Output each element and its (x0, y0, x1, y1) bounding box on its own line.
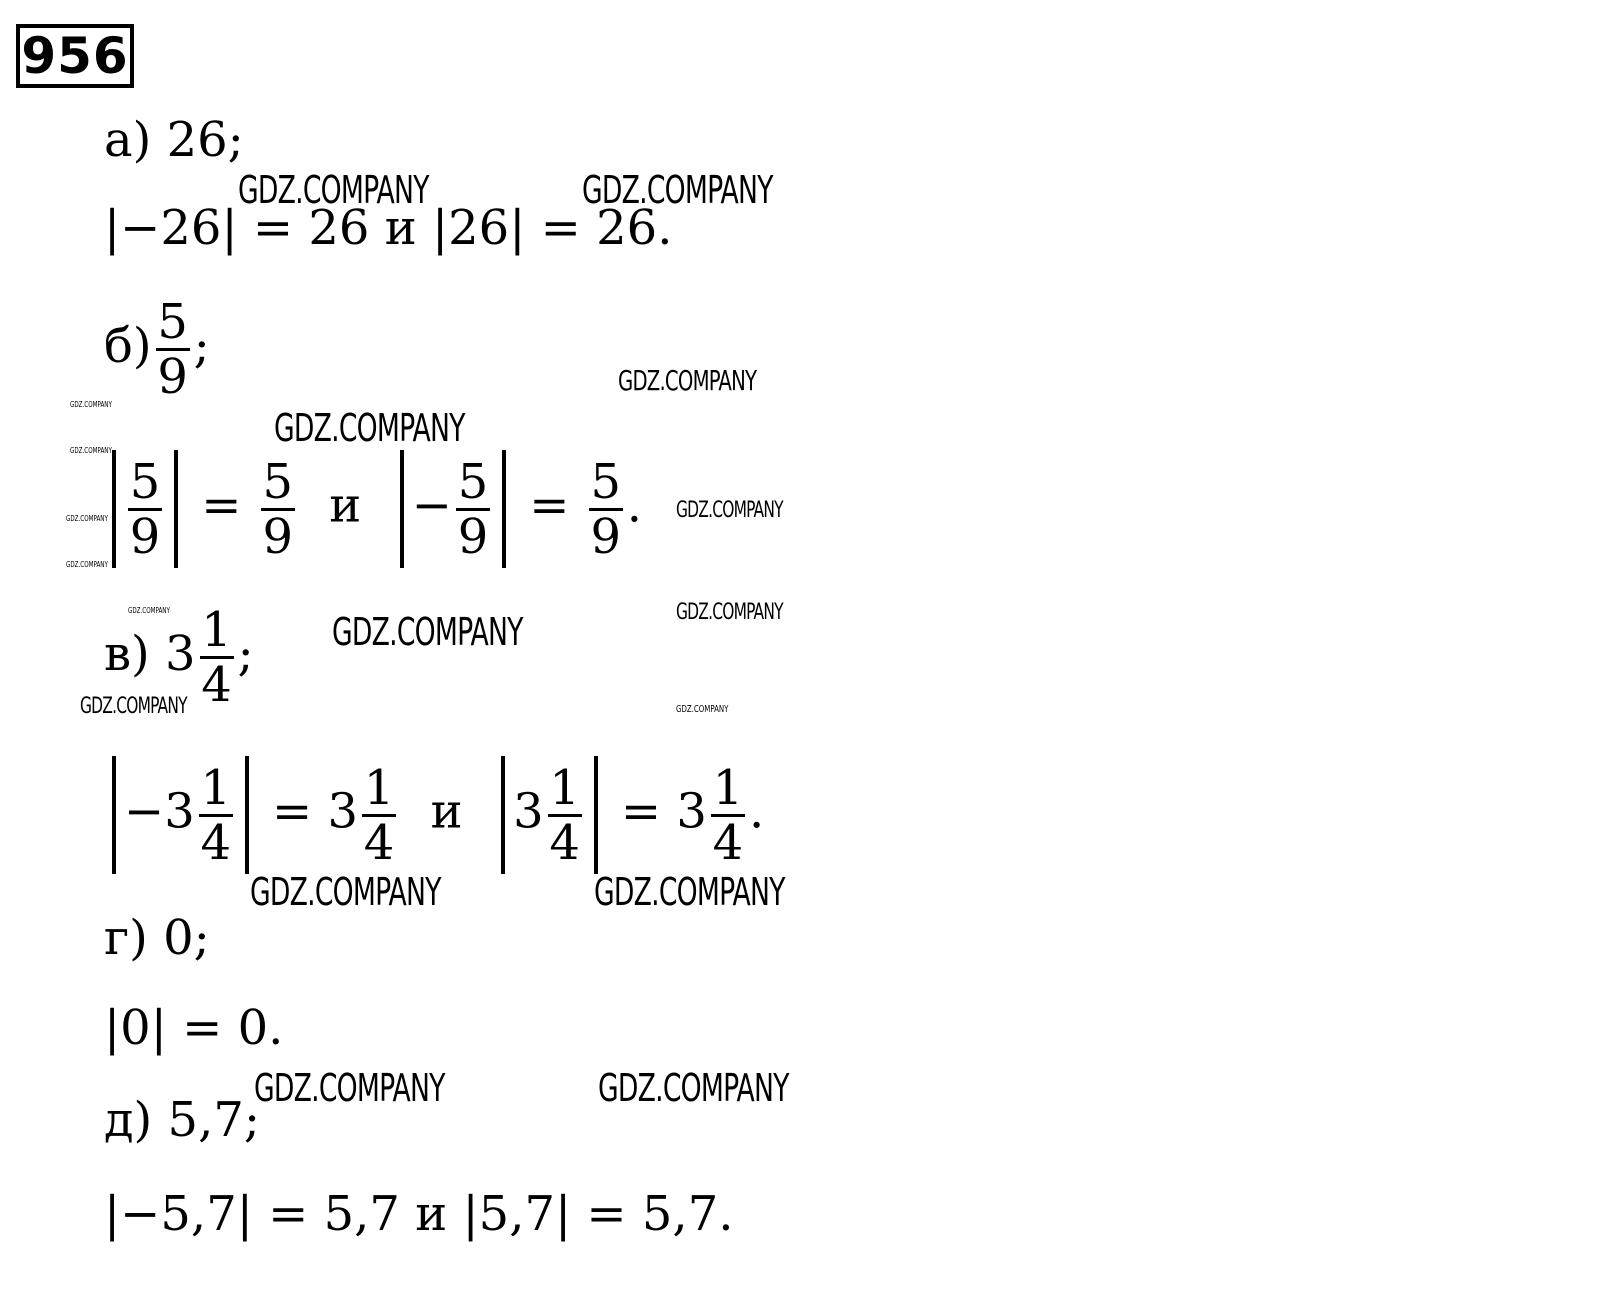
conjunction: и (329, 477, 362, 534)
item-b-equation (104, 450, 642, 568)
watermark: GDZ.COMPANY (70, 446, 112, 455)
fraction-denominator: 9 (590, 508, 622, 565)
fraction-numerator: 1 (549, 759, 580, 816)
whole-part: 3 (513, 783, 544, 840)
fraction-denominator: 4 (200, 814, 232, 871)
item-d-equation: |−5,7| = 5,7 и |5,7| = 5,7. (104, 1186, 734, 1242)
equals-sign: = (529, 477, 570, 534)
item-a-equation: |−26| = 26 и |26| = 26. (104, 200, 673, 256)
watermark: GDZ.COMPANY (618, 364, 757, 397)
abs-bar (112, 756, 116, 874)
item-b-label-group (104, 296, 210, 403)
item-a-label: а) 26; (104, 112, 244, 168)
fraction-numerator: 1 (363, 759, 395, 816)
fraction (362, 759, 396, 871)
whole-part: 3 (676, 783, 707, 840)
fraction-denominator: 4 (363, 814, 395, 871)
fraction (589, 453, 623, 565)
fraction-numerator: 5 (129, 453, 161, 510)
fraction (548, 759, 582, 871)
abs-bar (502, 450, 506, 568)
abs-bar (400, 450, 404, 568)
watermark: GDZ.COMPANY (254, 1066, 445, 1110)
watermark: GDZ.COMPANY (598, 1066, 789, 1110)
watermark: GDZ.COMPANY (274, 406, 465, 450)
fraction-numerator: 1 (712, 759, 744, 816)
fraction-numerator: 5 (157, 294, 188, 350)
watermark: GDZ.COMPANY (66, 560, 108, 569)
watermark: GDZ.COMPANY (582, 168, 773, 212)
watermark: GDZ.COMPANY (676, 498, 783, 523)
item-v-equation (104, 756, 764, 874)
item-v-suffix: ; (237, 626, 254, 682)
fraction-numerator: 5 (262, 453, 294, 510)
whole-part: 3 (327, 783, 359, 840)
item-d-label: д) 5,7; (104, 1092, 261, 1148)
watermark: GDZ.COMPANY (128, 606, 170, 615)
equals-sign: = (620, 783, 662, 840)
fraction-denominator: 4 (549, 814, 580, 871)
fraction-denominator: 4 (201, 657, 232, 713)
item-b-label: б) (104, 318, 152, 374)
watermark: GDZ.COMPANY (594, 870, 785, 914)
abs-bar (112, 450, 116, 568)
item-v-label: в) 3 (104, 626, 196, 682)
watermark: GDZ.COMPANY (250, 870, 441, 914)
watermark: GDZ.COMPANY (332, 610, 523, 654)
minus-sign: − (411, 477, 452, 534)
fraction (128, 453, 162, 565)
fraction-numerator: 5 (457, 453, 489, 510)
fraction-numerator: 1 (201, 602, 232, 658)
fraction-denominator: 9 (457, 508, 489, 565)
watermark: GDZ.COMPANY (66, 514, 108, 523)
task-number: 956 (16, 24, 134, 88)
item-b-label-fraction (156, 296, 190, 403)
watermark: GDZ.COMPANY (676, 600, 783, 625)
fraction-numerator: 1 (200, 759, 232, 816)
item-v-label-fraction (200, 604, 234, 711)
abs-bar (501, 756, 505, 874)
fraction (711, 759, 745, 871)
watermark: GDZ.COMPANY (676, 704, 729, 715)
fraction-denominator: 4 (712, 814, 744, 871)
fraction-denominator: 9 (129, 508, 161, 565)
watermark: GDZ.COMPANY (238, 168, 429, 212)
whole-part: −3 (124, 783, 195, 840)
abs-bar (245, 756, 249, 874)
item-b-suffix: ; (193, 318, 210, 374)
abs-bar (594, 756, 598, 874)
equals-sign: = (201, 477, 242, 534)
item-g-equation: |0| = 0. (104, 1000, 284, 1056)
fraction-denominator: 9 (157, 349, 188, 405)
period: . (748, 783, 765, 840)
conjunction: и (430, 783, 463, 840)
fraction-denominator: 9 (262, 508, 294, 565)
fraction-numerator: 5 (590, 453, 622, 510)
watermark: GDZ.COMPANY (70, 400, 112, 409)
fraction (261, 453, 295, 565)
fraction (456, 453, 490, 565)
fraction (199, 759, 233, 871)
equals-sign: = (272, 783, 313, 840)
period: . (626, 477, 643, 534)
abs-bar (174, 450, 178, 568)
item-g-label: г) 0; (104, 910, 210, 966)
watermark: GDZ.COMPANY (80, 694, 187, 719)
